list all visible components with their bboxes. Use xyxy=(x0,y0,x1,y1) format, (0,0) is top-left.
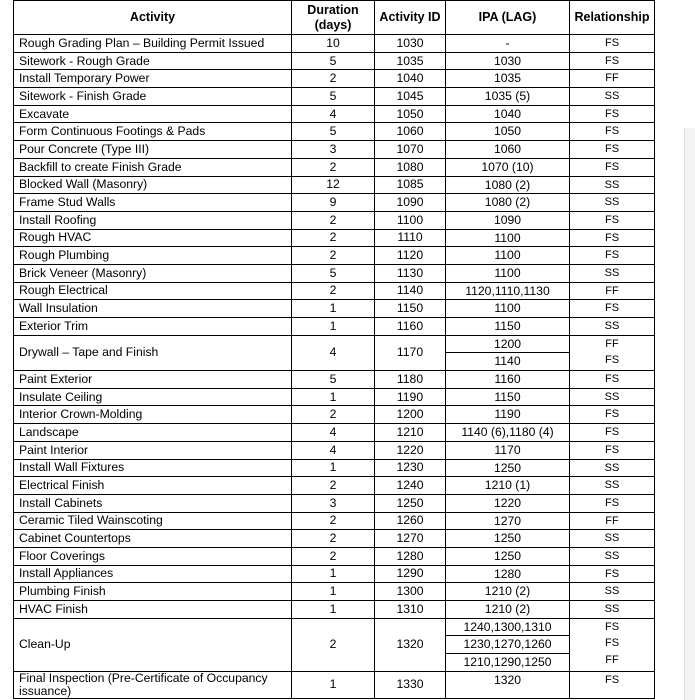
relationship-cell xyxy=(570,512,655,530)
activity-cell: Sitework - Finish Grade xyxy=(14,88,292,106)
ipa-value: 1160 xyxy=(494,372,521,387)
activity-header: Activity xyxy=(14,1,292,35)
activity-id-cell: 1280 xyxy=(375,547,446,565)
ipa-value: 1120,1110,1130 xyxy=(465,283,550,298)
ipa-cell xyxy=(446,406,570,424)
activity-id-cell: 1050 xyxy=(375,105,446,123)
table-row xyxy=(14,671,655,698)
relationship-value: FS xyxy=(604,426,620,439)
duration-cell: 2 xyxy=(292,229,375,247)
activity-cell: Cabinet Countertops xyxy=(14,530,292,548)
table-row xyxy=(14,70,655,88)
ipa-cell xyxy=(446,371,570,389)
ipa-cell xyxy=(446,247,570,265)
activity-cell: Landscape xyxy=(14,424,292,442)
activity-cell: Plumbing Finish xyxy=(14,583,292,601)
duration-cell: 2 xyxy=(292,406,375,424)
table-row xyxy=(14,601,655,619)
table-row xyxy=(14,459,655,477)
table-row xyxy=(14,335,655,370)
relationship-value: FS xyxy=(604,496,620,509)
duration-cell: 12 xyxy=(292,176,375,194)
relationship-cell xyxy=(570,88,655,106)
activity-id-cell: 1210 xyxy=(375,424,446,442)
duration-cell: 3 xyxy=(292,141,375,159)
duration-cell: 5 xyxy=(292,52,375,70)
relationship-value: SS xyxy=(604,266,620,279)
relationship-value: FF xyxy=(605,72,619,85)
ipa-value: 1080 (2) xyxy=(484,195,531,210)
activity-cell: Rough Grading Plan – Building Permit Issued xyxy=(14,35,292,53)
relationship-value: FS xyxy=(604,408,620,421)
activity-id-cell: 1200 xyxy=(375,406,446,424)
ipa-cell xyxy=(446,601,570,619)
ipa-cell xyxy=(446,300,570,318)
duration-cell: 3 xyxy=(292,494,375,512)
relationship-value: SS xyxy=(604,178,620,191)
relationship-value: SS xyxy=(604,585,620,598)
relationship-value: FS xyxy=(604,213,620,226)
activity-id-cell: 1035 xyxy=(375,52,446,70)
relationship-value: FS xyxy=(604,373,620,386)
activity-cell: Paint Exterior xyxy=(14,371,292,389)
table-row xyxy=(14,35,655,53)
ipa-cell xyxy=(446,671,570,698)
relationship-cell xyxy=(570,141,655,159)
activity-id-cell: 1120 xyxy=(375,247,446,265)
duration-cell: 2 xyxy=(292,477,375,495)
activity-cell: Pour Concrete (Type III) xyxy=(14,141,292,159)
ipa-value: 1220 xyxy=(493,495,522,510)
table-row xyxy=(14,282,655,300)
relationship-value: FS xyxy=(604,107,620,120)
ipa-cell xyxy=(446,388,570,406)
relationship-cell xyxy=(570,494,655,512)
activity-cell: Insulate Ceiling xyxy=(14,388,292,406)
ipa-cell xyxy=(446,441,570,459)
activity-cell: Clean-Up xyxy=(14,618,292,671)
duration-cell: 2 xyxy=(292,530,375,548)
ipa-value: 1040 xyxy=(493,106,522,121)
table-row xyxy=(14,441,655,459)
activity-id-cell: 1130 xyxy=(375,264,446,282)
activity-cell: Rough Electrical xyxy=(14,282,292,300)
activity-id-cell: 1040 xyxy=(375,70,446,88)
relationship-cell xyxy=(570,52,655,70)
ipa-cell xyxy=(446,530,570,548)
ipa-cell xyxy=(446,547,570,565)
activity-cell: Install Roofing xyxy=(14,211,292,229)
activity-cell: Excavate xyxy=(14,105,292,123)
activity-cell: HVAC Finish xyxy=(14,601,292,619)
relationship-value: SS xyxy=(604,196,620,209)
duration-cell: 1 xyxy=(292,583,375,601)
relationship-value: SS xyxy=(604,479,620,492)
table-row xyxy=(14,318,655,336)
activity-id-cell: 1230 xyxy=(375,459,446,477)
relationship-value: SS xyxy=(604,549,620,562)
relationship-value: SS xyxy=(604,603,620,615)
ipa-value: 1140 xyxy=(446,352,569,370)
activity-cell: Exterior Trim xyxy=(14,318,292,336)
ipa-cell xyxy=(446,158,570,176)
relationship-cell xyxy=(570,388,655,406)
ipa-value: 1150 xyxy=(494,389,521,404)
relationship-cell xyxy=(570,671,655,698)
table-row xyxy=(14,105,655,123)
relationship-value: FF xyxy=(605,514,619,527)
activity-cell: Electrical Finish xyxy=(14,477,292,495)
ipa-cell xyxy=(446,211,570,229)
schedule-body xyxy=(14,35,655,699)
activity-id-cell: 1330 xyxy=(375,671,446,698)
ipa-value: 1080 (2) xyxy=(484,177,531,192)
relationship-value: FS xyxy=(604,143,620,156)
duration-cell: 1 xyxy=(292,318,375,336)
ipa-value: 1035 xyxy=(493,71,522,86)
ipa-cell xyxy=(446,618,570,671)
activity-id-cell: 1080 xyxy=(375,158,446,176)
table-row xyxy=(14,247,655,265)
header-row xyxy=(14,1,655,35)
ipa-value: 1250 xyxy=(493,548,522,563)
activity-id-cell: 1060 xyxy=(375,123,446,141)
relationship-value: FF xyxy=(605,284,619,297)
ipa-cell xyxy=(446,123,570,141)
activity-id-cell: 1270 xyxy=(375,530,446,548)
duration-cell: 1 xyxy=(292,671,375,698)
activity-cell: Install Wall Fixtures xyxy=(14,459,292,477)
duration-cell: 2 xyxy=(292,158,375,176)
ipa-value: 1030 xyxy=(493,53,522,68)
table-row xyxy=(14,547,655,565)
relationship-cell xyxy=(570,583,655,601)
ipa-value: 1190 xyxy=(494,407,521,422)
ipa-value: 1140 (6),1180 (4) xyxy=(461,425,554,440)
duration-cell: 4 xyxy=(292,335,375,370)
relationship-value: FS xyxy=(604,160,620,173)
relationship-cell xyxy=(570,406,655,424)
activity-id-cell: 1190 xyxy=(375,388,446,406)
ipa-cell xyxy=(446,583,570,601)
duration-cell: 2 xyxy=(292,211,375,229)
activity-id-cell: 1030 xyxy=(375,35,446,53)
ipa-cell xyxy=(446,105,570,123)
relationship-cell xyxy=(570,264,655,282)
activity-cell: Rough HVAC xyxy=(14,229,292,247)
table-row xyxy=(14,176,655,194)
table-row xyxy=(14,194,655,212)
activity-cell: Form Continuous Footings & Pads xyxy=(14,123,292,141)
duration-cell: 2 xyxy=(292,547,375,565)
relationship-value: SS xyxy=(604,90,620,103)
activity-cell: Wall Insulation xyxy=(14,300,292,318)
table-row xyxy=(14,229,655,247)
table-row xyxy=(14,88,655,106)
scrollbar[interactable] xyxy=(684,128,695,700)
duration-cell: 1 xyxy=(292,601,375,619)
relationship-cell xyxy=(570,35,655,53)
activity-cell: Drywall – Tape and Finish xyxy=(14,335,292,370)
relationship-cell xyxy=(570,318,655,336)
relationship-cell xyxy=(570,441,655,459)
ipa-header: IPA (LAG) xyxy=(446,1,570,35)
ipa-value: 1170 xyxy=(494,442,521,457)
table-row xyxy=(14,512,655,530)
table-row xyxy=(14,123,655,141)
relationship-cell xyxy=(570,123,655,141)
ipa-value: 1100 xyxy=(494,230,521,245)
activity-id-cell: 1180 xyxy=(375,371,446,389)
relationship-cell xyxy=(570,618,655,671)
duration-cell: 4 xyxy=(292,441,375,459)
activity-cell: Install Temporary Power xyxy=(14,70,292,88)
ipa-cell xyxy=(446,335,570,370)
relationship-cell xyxy=(570,565,655,583)
ipa-cell xyxy=(446,424,570,442)
duration-cell: 1 xyxy=(292,459,375,477)
relationship-cell xyxy=(570,547,655,565)
table-row xyxy=(14,406,655,424)
activity-id-cell: 1100 xyxy=(375,211,446,229)
ipa-cell xyxy=(446,477,570,495)
ipa-cell xyxy=(446,512,570,530)
duration-cell: 9 xyxy=(292,194,375,212)
relationship-cell xyxy=(570,229,655,247)
table-row xyxy=(14,141,655,159)
relationship-cell xyxy=(570,194,655,212)
activity-cell: Floor Coverings xyxy=(14,547,292,565)
activity-id-cell: 1160 xyxy=(375,318,446,336)
table-row xyxy=(14,300,655,318)
ipa-value: 1320 xyxy=(493,672,522,687)
relationship-value: FS xyxy=(604,673,620,686)
activity-cell: Frame Stud Walls xyxy=(14,194,292,212)
duration-cell: 2 xyxy=(292,512,375,530)
duration-cell: 1 xyxy=(292,300,375,318)
relationship-value: SS xyxy=(604,320,620,332)
ipa-value: 1050 xyxy=(493,124,522,139)
ipa-cell xyxy=(446,318,570,336)
ipa-value: 1210 (1) xyxy=(484,478,531,493)
ipa-value: 1150 xyxy=(494,319,521,333)
activity-cell: Interior Crown-Molding xyxy=(14,406,292,424)
ipa-value: 1060 xyxy=(493,142,522,157)
activity-cell: Backfill to create Finish Grade xyxy=(14,158,292,176)
activity-id-cell: 1140 xyxy=(375,282,446,300)
relationship-value: FS xyxy=(604,620,620,633)
activity-cell: Final Inspection (Pre-Certificate of Occupancy issuance) xyxy=(14,671,292,698)
activity-id-cell: 1290 xyxy=(375,565,446,583)
activity-cell: Brick Veneer (Masonry) xyxy=(14,264,292,282)
table-row xyxy=(14,211,655,229)
ipa-value: - xyxy=(505,36,510,50)
table-row xyxy=(14,424,655,442)
relationship-cell xyxy=(570,459,655,477)
ipa-cell xyxy=(446,35,570,53)
relationship-cell xyxy=(570,211,655,229)
activity-id-cell: 1070 xyxy=(375,141,446,159)
ipa-value: 1210,1290,1250 xyxy=(446,653,569,671)
table-row xyxy=(14,388,655,406)
table-row xyxy=(14,371,655,389)
ipa-cell xyxy=(446,52,570,70)
ipa-value: 1035 (5) xyxy=(484,89,531,104)
ipa-value: 1210 (2) xyxy=(484,584,531,599)
ipa-value: 1270 xyxy=(493,513,522,528)
activity-cell: Install Cabinets xyxy=(14,494,292,512)
activity-id-cell: 1110 xyxy=(375,229,446,247)
relationship-value: FS xyxy=(604,443,620,456)
duration-cell: 4 xyxy=(292,105,375,123)
activity-cell: Rough Plumbing xyxy=(14,247,292,265)
activity-id-cell: 1045 xyxy=(375,88,446,106)
activity-id-cell: 1260 xyxy=(375,512,446,530)
table-row xyxy=(14,264,655,282)
relationship-value: FS xyxy=(604,302,620,315)
activity-id-cell: 1300 xyxy=(375,583,446,601)
duration-cell: 10 xyxy=(292,35,375,53)
relationship-value: FS xyxy=(604,354,620,367)
activity-id-cell: 1320 xyxy=(375,618,446,671)
relationship-header: Relationship xyxy=(570,1,655,35)
relationship-value: FS xyxy=(604,125,620,138)
activity-id-cell: 1240 xyxy=(375,477,446,495)
relationship-cell xyxy=(570,158,655,176)
ipa-cell xyxy=(446,194,570,212)
relationship-value: FS xyxy=(604,37,620,49)
table-row xyxy=(14,52,655,70)
ipa-value: 1070 (10) xyxy=(481,159,534,174)
activity-cell: Install Appliances xyxy=(14,565,292,583)
relationship-value: SS xyxy=(604,390,620,403)
relationship-cell xyxy=(570,300,655,318)
relationship-cell xyxy=(570,176,655,194)
relationship-value: FS xyxy=(604,249,620,262)
table-row xyxy=(14,158,655,176)
ipa-cell xyxy=(446,229,570,247)
relationship-value: FS xyxy=(604,54,620,67)
relationship-cell xyxy=(570,105,655,123)
ipa-value: 1200 xyxy=(493,336,522,351)
table-row xyxy=(14,565,655,583)
activity-id-cell: 1150 xyxy=(375,300,446,318)
duration-cell: 2 xyxy=(292,247,375,265)
relationship-cell xyxy=(570,530,655,548)
table-row xyxy=(14,477,655,495)
relationship-value: SS xyxy=(604,532,620,545)
relationship-cell xyxy=(570,335,655,370)
relationship-cell xyxy=(570,477,655,495)
ipa-value: 1210 (2) xyxy=(484,602,531,616)
ipa-cell xyxy=(446,494,570,512)
relationship-value: FF xyxy=(605,337,619,350)
ipa-value: 1090 xyxy=(493,212,522,227)
ipa-cell xyxy=(446,282,570,300)
relationship-value: FF xyxy=(605,654,619,667)
schedule-table xyxy=(13,0,655,699)
relationship-cell xyxy=(570,601,655,619)
duration-header: Duration (days) xyxy=(292,1,375,35)
relationship-value: FS xyxy=(604,637,620,650)
duration-cell: 5 xyxy=(292,88,375,106)
activity-id-cell: 1170 xyxy=(375,335,446,370)
ipa-value: 1100 xyxy=(494,248,521,263)
activity-id-cell: 1090 xyxy=(375,194,446,212)
relationship-cell xyxy=(570,371,655,389)
activity-id-header: Activity ID xyxy=(375,1,446,35)
relationship-cell xyxy=(570,247,655,265)
activity-id-cell: 1220 xyxy=(375,441,446,459)
table-row xyxy=(14,618,655,671)
ipa-cell xyxy=(446,565,570,583)
duration-cell: 2 xyxy=(292,618,375,671)
duration-cell: 5 xyxy=(292,371,375,389)
relationship-cell xyxy=(570,70,655,88)
duration-cell: 1 xyxy=(292,565,375,583)
duration-cell: 5 xyxy=(292,123,375,141)
relationship-cell xyxy=(570,282,655,300)
duration-cell: 2 xyxy=(292,282,375,300)
activity-id-cell: 1310 xyxy=(375,601,446,619)
ipa-value: 1250 xyxy=(493,460,522,475)
duration-cell: 1 xyxy=(292,388,375,406)
activity-cell: Ceramic Tiled Wainscoting xyxy=(14,512,292,530)
duration-cell: 4 xyxy=(292,424,375,442)
relationship-value: FS xyxy=(604,231,620,244)
duration-cell: 5 xyxy=(292,264,375,282)
ipa-cell xyxy=(446,176,570,194)
duration-cell: 2 xyxy=(292,70,375,88)
ipa-cell xyxy=(446,141,570,159)
table-row xyxy=(14,583,655,601)
relationship-value: SS xyxy=(604,461,620,474)
table-row xyxy=(14,494,655,512)
activity-cell: Paint Interior xyxy=(14,441,292,459)
table-row xyxy=(14,530,655,548)
ipa-value: 1230,1270,1260 xyxy=(446,635,569,653)
activity-cell: Blocked Wall (Masonry) xyxy=(14,176,292,194)
activity-cell: Sitework - Rough Grade xyxy=(14,52,292,70)
ipa-cell xyxy=(446,264,570,282)
relationship-value: FS xyxy=(604,567,620,580)
ipa-value: 1280 xyxy=(493,566,522,581)
activity-id-cell: 1250 xyxy=(375,494,446,512)
ipa-value: 1100 xyxy=(494,301,521,316)
ipa-cell xyxy=(446,88,570,106)
ipa-value: 1240,1300,1310 xyxy=(463,619,552,634)
ipa-value: 1250 xyxy=(493,531,522,546)
ipa-cell xyxy=(446,459,570,477)
ipa-value: 1100 xyxy=(494,265,521,280)
activity-id-cell: 1085 xyxy=(375,176,446,194)
ipa-cell xyxy=(446,70,570,88)
relationship-cell xyxy=(570,424,655,442)
